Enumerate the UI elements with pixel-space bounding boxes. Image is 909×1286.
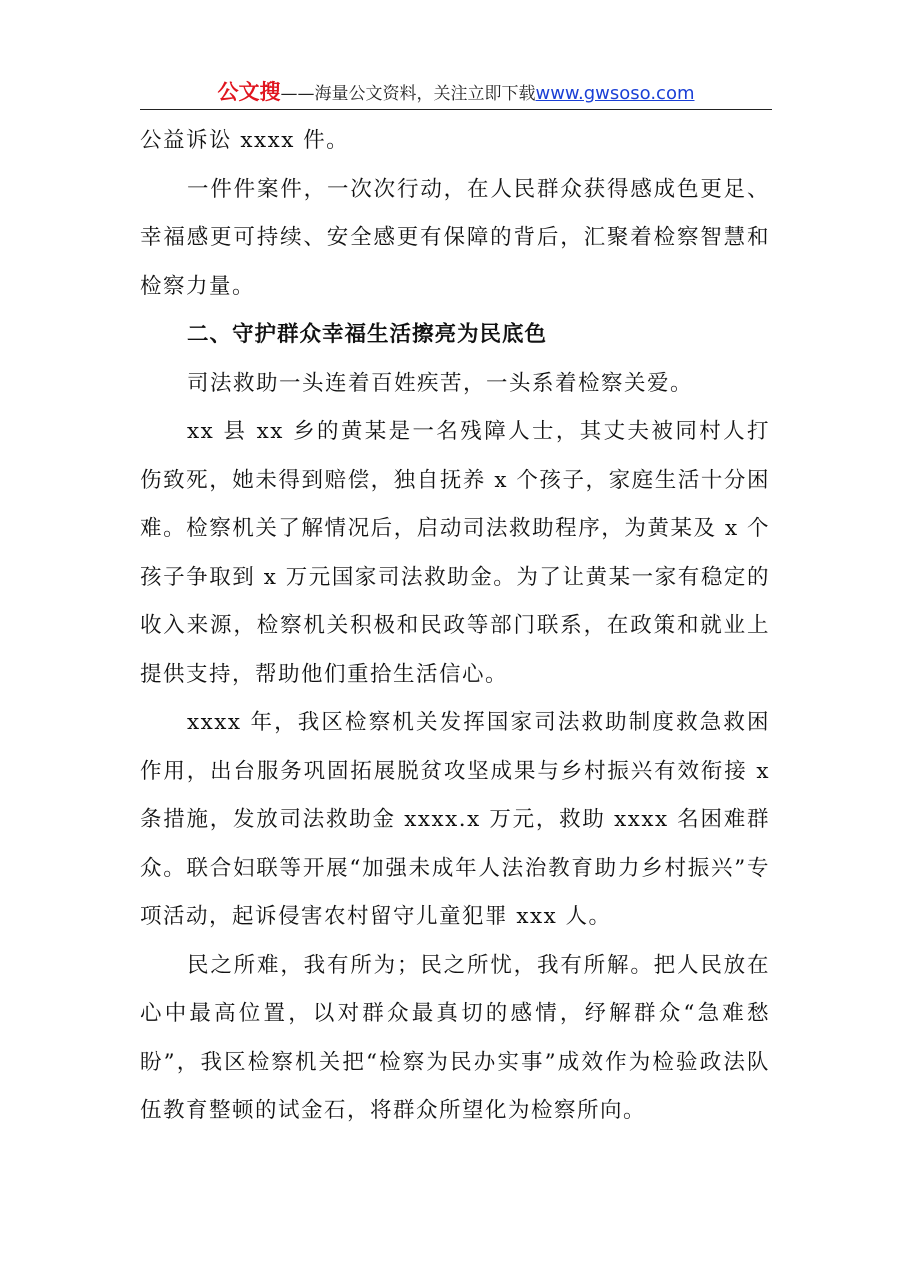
paragraph: xx 县 xx 乡的黄某是一名残障人士，其丈夫被同村人打伤致死，她未得到赔偿，独自抚养 x 个孩子，家庭生活十分困难。检察机关了解情况后，启动司法救助程序，为黄某及 x 个孩子争取到 x 万元国家司法救助金。为了让黄某一家有稳定的收入来源，检察机关积极和民政等部门联系，在政策和就业上提供支持，帮助他们重拾生活信心。 xyxy=(140,419,770,687)
header-divider xyxy=(140,109,772,110)
paragraph: xxxx 年，我区检察机关发挥国家司法救助制度救急救困作用，出台服务巩固拓展脱贫攻坚成果与乡村振兴有效衔接 x 条措施，发放司法救助金 xxxx.x 万元，救助 xxxx 名困难群众。联合妇联等开展“加强未成年人法治教育助力乡村振兴”专项活动，起诉侵害农村留守儿童犯罪 xxx 人。 xyxy=(140,710,770,929)
section-heading: 二、守护群众幸福生活擦亮为民底色 xyxy=(187,322,548,347)
paragraph-continuation: 公益诉讼 xxxx 件。 xyxy=(140,128,350,153)
paragraph: 司法救助一头连着百姓疾苦，一头系着检察关爱。 xyxy=(187,370,694,396)
paragraph: 民之所难，我有所为；民之所忧，我有所解。把人民放在心中最高位置，以对群众最真切的感情，纾解群众“急难愁盼”，我区检察机关把“检察为民办实事”成效作为检验政法队伍教育整顿的试金石，将群众所望化为检察所向。 xyxy=(140,952,770,1123)
document-body xyxy=(140,117,770,1136)
brand-name: 公文搜 xyxy=(217,80,281,104)
paragraph: 一件件案件，一次次行动，在人民群众获得感成色更足、幸福感更可持续、安全感更有保障的背后，汇聚着检察智慧和检察力量。 xyxy=(140,176,770,299)
site-link[interactable]: www.gwsoso.com xyxy=(535,83,695,104)
page-header xyxy=(140,76,772,108)
header-tagline: ——海量公文资料，关注立即下载 xyxy=(280,84,536,104)
